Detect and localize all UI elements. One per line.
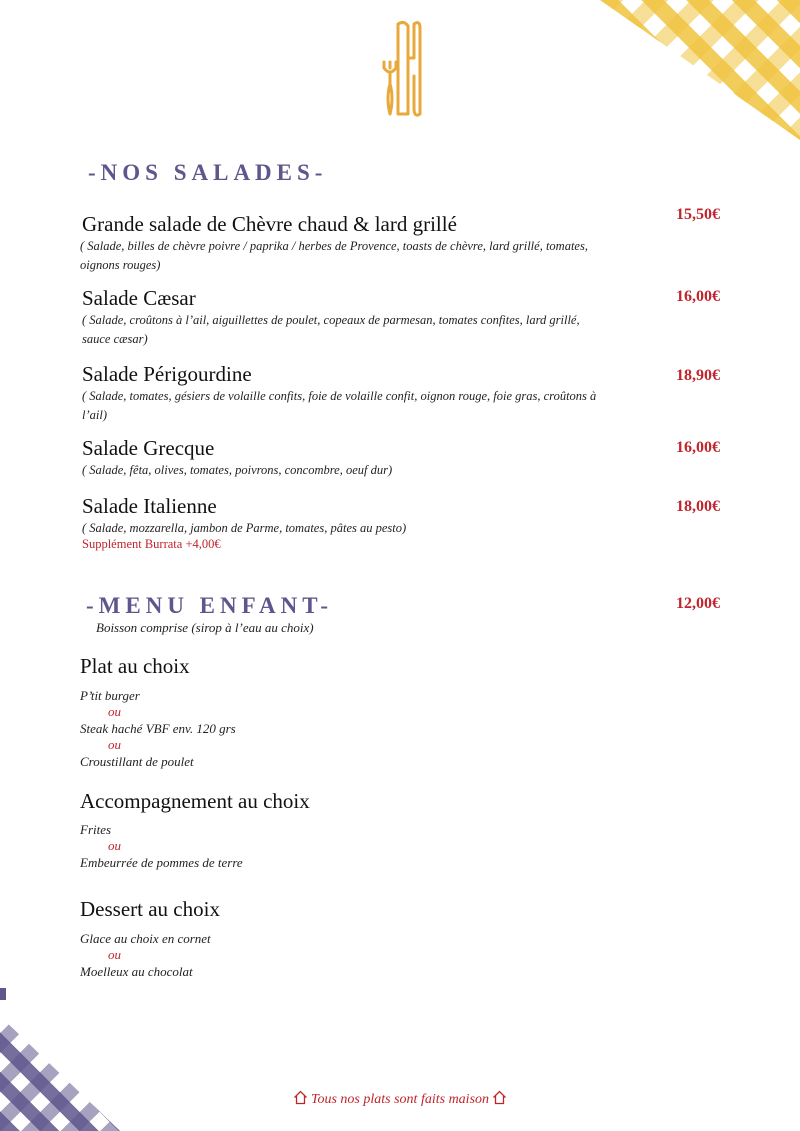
or-separator: ou	[108, 737, 121, 752]
salad-description: ( Salade, fêta, olives, tomates, poivrons, concombre, oeuf dur)	[82, 463, 393, 477]
supplement-note: Supplément Burrata +4,00€	[82, 537, 221, 551]
salad-description: ( Salade, tomates, gésiers de volaille confits, foie de volaille confit, oignon rouge, foie gras, croûtons à l’ail)	[82, 389, 597, 422]
or-separator: ou	[108, 704, 121, 719]
group-title-dessert: Dessert au choix	[80, 897, 220, 921]
salad-description: ( Salade, mozzarella, jambon de Parme, tomates, pâtes au pesto)	[82, 521, 407, 535]
house-icon	[293, 1090, 308, 1105]
salad-description: ( Salade, croûtons à l’ail, aiguillettes de poulet, copeaux de parmesan, tomates confites, lard grillé, sauce cæsar)	[82, 313, 580, 346]
salad-price: 18,90€	[676, 367, 720, 384]
choice-item: Croustillant de poulet	[80, 754, 194, 769]
footer-text: Tous nos plats sont faits maison	[310, 1092, 490, 1107]
group-title-accompagnement: Accompagnement au choix	[80, 789, 310, 813]
salad-price: 15,50€	[676, 206, 720, 223]
house-icon	[492, 1090, 507, 1105]
salad-name: Salade Périgourdine	[82, 362, 252, 386]
salad-price: 16,00€	[676, 288, 720, 305]
or-separator: ou	[108, 838, 121, 853]
menu-enfant-price: 12,00€	[676, 595, 720, 612]
choice-item: Frites	[80, 822, 112, 837]
or-separator: ou	[108, 947, 121, 962]
decorative-tick	[0, 988, 6, 1000]
choice-item: Glace au choix en cornet	[80, 931, 211, 946]
cutlery-logo-icon	[370, 18, 426, 122]
salad-name: Salade Italienne	[82, 494, 217, 518]
group-title-plat: Plat au choix	[80, 654, 190, 678]
salad-name: Salade Cæsar	[82, 286, 196, 310]
gingham-corner-bottom-left	[0, 1016, 120, 1131]
choice-item: Steak haché VBF env. 120 grs	[80, 721, 236, 736]
section-title-salades: -NOS SALADES-	[88, 160, 328, 185]
gingham-corner-top-right	[600, 0, 800, 140]
choice-item: Embeurrée de pommes de terre	[80, 855, 243, 870]
salad-price: 16,00€	[676, 439, 720, 456]
menu-enfant-subtitle: Boisson comprise (sirop à l’eau au choix)	[96, 620, 314, 635]
salad-name: Salade Grecque	[82, 436, 215, 460]
salad-price: 18,00€	[676, 498, 720, 515]
footer-note	[0, 1090, 800, 1108]
salad-description: ( Salade, billes de chèvre poivre / paprika / herbes de Provence, toasts de chèvre, lard grillé, tomates, oignons rouges)	[80, 239, 588, 272]
choice-item: P’tit burger	[80, 688, 140, 703]
section-title-menu-enfant: -MENU ENFANT-	[86, 593, 334, 618]
choice-item: Moelleux au chocolat	[80, 964, 193, 979]
salad-name: Grande salade de Chèvre chaud & lard grillé	[82, 212, 457, 236]
